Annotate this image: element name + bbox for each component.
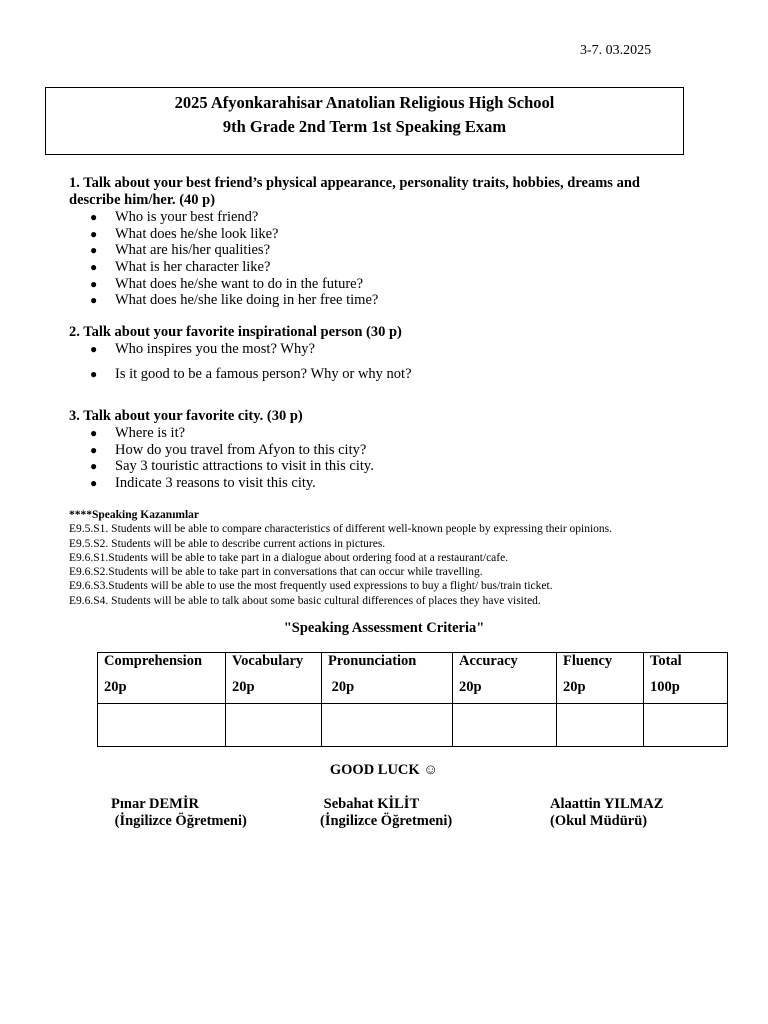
speaking-outcomes: [69, 508, 612, 608]
list-item: ● What are his/her qualities?: [90, 242, 271, 259]
bullet-icon: ●: [90, 426, 98, 440]
list-item: ● Who is your best friend?: [90, 209, 259, 225]
list-item: ● Who inspires you the most? Why?: [90, 341, 315, 357]
outcome-item: E9.5.S1. Students will be able to compare characteristics of different well-known people by expressing their opinions.: [69, 523, 613, 536]
good-luck-text: GOOD LUCK ☺: [329, 762, 439, 778]
school-name: 2025 Afyonkarahisar Anatolian Religious High School: [174, 93, 555, 112]
signature-1: [111, 796, 247, 830]
criteria-cell-comprehension: Comprehension 20p: [98, 653, 226, 704]
criteria-table: [97, 652, 728, 747]
signature-2: [320, 796, 452, 830]
criteria-cell-total: Total 100p: [644, 653, 728, 704]
signature-3: [550, 796, 663, 830]
signature-role: (İngilizce Öğretmeni): [111, 813, 247, 829]
score-cell[interactable]: [453, 704, 557, 747]
question-1-title: [69, 175, 729, 209]
signature-name: Pınar DEMİR: [111, 796, 199, 812]
criteria-title: "Speaking Assessment Criteria": [283, 620, 485, 636]
score-cell[interactable]: [98, 704, 226, 747]
bullet-icon: ●: [90, 243, 98, 258]
outcome-item: E9.6.S4. Students will be able to talk about some basic cultural differences of places they have visited.: [69, 594, 541, 607]
list-item: ● How do you travel from Afyon to this city?: [90, 441, 367, 458]
question-3: [69, 408, 729, 492]
list-item: ● Where is it?: [90, 425, 186, 441]
criteria-cell-fluency: Fluency 20p: [557, 653, 644, 704]
bullet-icon: ●: [90, 366, 98, 381]
question-3-title: 3. Talk about your favorite city. (30 p): [69, 408, 303, 424]
signature-role: (Okul Müdürü): [550, 813, 648, 829]
question-1-title-line1: 1. Talk about your best friend’s physical appearance, personality traits, hobbies, dreams and: [69, 175, 640, 191]
question-3-bullets: [69, 425, 729, 492]
bullet-icon: ●: [90, 459, 98, 474]
score-cell[interactable]: [226, 704, 322, 747]
bullet-icon: ●: [90, 260, 98, 275]
bullet-icon: ●: [90, 476, 98, 491]
list-item: ● What does he/she like doing in her free time?: [90, 292, 379, 309]
exam-date: 3-7. 03.2025: [580, 43, 652, 58]
list-item: ● Say 3 touristic attractions to visit in this city.: [90, 458, 374, 475]
bullet-icon: ●: [90, 210, 98, 224]
bullet-icon: ●: [90, 342, 98, 356]
question-2-bullets: [69, 341, 729, 382]
question-1-bullets: [69, 209, 729, 309]
question-2-title: 2. Talk about your favorite inspirational person (30 p): [69, 324, 402, 340]
outcomes-heading: ****Speaking Kazanımlar: [69, 509, 200, 521]
score-cell[interactable]: [557, 704, 644, 747]
score-cell[interactable]: [644, 704, 728, 747]
bullet-icon: ●: [90, 276, 98, 291]
outcome-item: E9.6.S3.Students will be able to use the most frequently used expressions to buy a flight/ bus/train ticket.: [69, 580, 553, 593]
list-item: ● Indicate 3 reasons to visit this city.: [90, 475, 316, 492]
outcome-item: E9.6.S1.Students will be able to take part in a dialogue about ordering food at a restaurant/cafe.: [69, 551, 509, 564]
bullet-icon: ●: [90, 226, 98, 241]
criteria-cell-pronunciation: Pronunciation 20p: [322, 653, 453, 704]
list-item: ● What is her character like?: [90, 259, 271, 276]
question-1-title-line2: describe him/her. (40 p): [69, 192, 216, 208]
criteria-cell-accuracy: Accuracy 20p: [453, 653, 557, 704]
outcome-item: E9.6.S2.Students will be able to take part in conversations that can occur while travelling.: [69, 566, 483, 579]
signature-role: (İngilizce Öğretmeni): [320, 813, 453, 829]
bullet-icon: ●: [90, 442, 98, 457]
table-row: [98, 653, 728, 704]
exam-title-box: [45, 87, 684, 155]
bullet-icon: ●: [90, 293, 98, 308]
outcome-item: E9.5.S2. Students will be able to describe current actions in pictures.: [69, 537, 386, 550]
score-cell[interactable]: [322, 704, 453, 747]
list-item: ● What does he/she look like?: [90, 225, 279, 242]
list-item: ● What does he/she want to do in the future?: [90, 275, 364, 292]
exam-name: 9th Grade 2nd Term 1st Speaking Exam: [222, 117, 507, 136]
question-2: [69, 324, 729, 382]
list-item: ● Is it good to be a famous person? Why or why not?: [90, 365, 412, 382]
signature-name: Sebahat KİLİT: [320, 796, 420, 812]
signature-name: Alaattin YILMAZ: [550, 796, 664, 812]
question-1: [69, 175, 729, 309]
criteria-cell-vocabulary: Vocabulary 20p: [226, 653, 322, 704]
table-row: [98, 704, 728, 747]
